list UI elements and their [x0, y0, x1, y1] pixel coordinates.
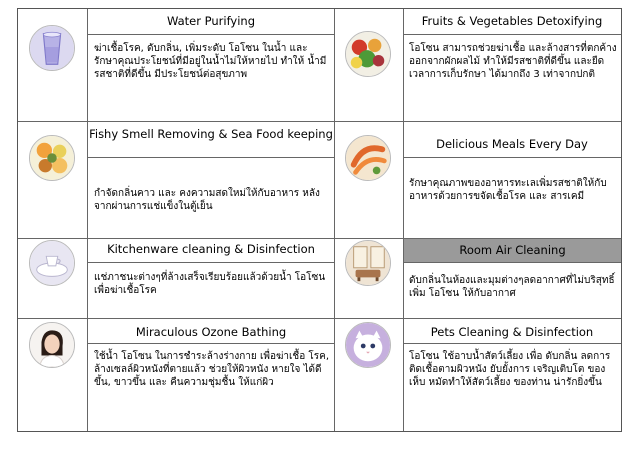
divider	[403, 262, 621, 263]
item-description: แช่ภาชนะต่างๆที่ล้างเสร็จเรียบร้อยแล้วด้วยน้ำ โอโซน เพื่อฆ่าเชื้อโรค	[94, 272, 326, 296]
item-description: ฆ่าเชื้อโรค, ดับกลิ่น, เพิ่มระดับ โอโซน ในน้ำ และ รักษาคุณประโยชน์ที่มีอยู่ในน้ำไม่ให้หายไป ทำให้ น้ำมีรสชาติที่ดีขึ้น มีประโยชน์ต่อสุขภาพ	[94, 43, 327, 80]
item-title: Fruits & Vegetables Detoxifying	[421, 14, 603, 28]
divider	[403, 9, 404, 431]
shrimp-meal-icon	[345, 135, 391, 181]
item-title: Pets Cleaning & Disinfection	[430, 325, 594, 339]
item-title: Miraculous Ozone Bathing	[135, 325, 287, 339]
woman-portrait-icon	[29, 322, 75, 368]
divider	[87, 343, 335, 344]
room-icon	[345, 240, 391, 286]
divider	[87, 9, 88, 431]
item-description: รักษาคุณภาพของอาหารทะเลเพิ่มรสชาติให้กับ อาหารด้วยการขจัดเชื้อโรค และ สารเคมี	[409, 178, 607, 202]
persian-cat-icon	[345, 322, 391, 368]
divider	[334, 9, 335, 431]
seafood-icon	[29, 135, 75, 181]
divider	[87, 157, 335, 158]
divider	[403, 157, 621, 158]
divider	[403, 34, 621, 35]
item-description: โอโซน ใช้อาบน้ำสัตว์เลี้ยง เพื่อ ดับกลิ่น ลดการติดเชื้อตามผิวหนัง ยับยั้งการ เจริญเติบโต ของ เห็บ หมัดทำให้สัตว์เลี้ยง ของท่าน น่ารักยิ่งขึ้น	[409, 351, 611, 388]
divider	[18, 318, 621, 319]
item-title: Water Purifying	[166, 14, 256, 28]
item-description: ดับกลิ่นในห้องและมุมต่างๆลดอากาศที่ไม่บริสุทธิ์ เพิ่ม โอโซน ให้กับอากาศ	[409, 275, 615, 299]
item-description: โอโซน สามารถช่วยฆ่าเชื้อ และล้างสารที่ตกค้าง ออกจากผักผลไม้ ทำให้มีรสชาติที่ดีขึ้น และยืด เวลาการเก็บรักษา ได้มากถึง 3 เท่าจากปกติ	[409, 43, 617, 80]
item-title: Fishy Smell Removing & Sea Food keeping	[89, 127, 333, 141]
divider	[87, 262, 335, 263]
item-title: Kitchenware cleaning & Disinfection	[107, 242, 315, 256]
ozone-uses-table	[17, 8, 622, 432]
item-description: กำจัดกลิ่นคาว และ คงความสดใหม่ให้กับอาหาร หลัง จากผ่านการแช่แข็งในตู้เย็น	[94, 188, 320, 212]
vegetables-icon	[345, 31, 391, 77]
item-description: ใช้น้ำ โอโซน ในการชำระล้างร่างกาย เพื่อฆ่าเชื้อ โรค, ล้างเซลล์ผิวหนังที่ตายแล้ว ช่วยให้ผิวหนัง หายใจ ได้ดีขึ้น, ขาวขึ้น และ คืนความชุ่มชื้น ให้แก่ผิว	[94, 351, 330, 388]
water-glass-icon	[29, 25, 75, 71]
item-title-highlighted: Room Air Cleaning	[404, 239, 621, 262]
item-title: Delicious Meals Every Day	[436, 137, 588, 151]
divider	[403, 343, 621, 344]
divider	[18, 121, 621, 122]
dishware-icon	[29, 240, 75, 286]
divider	[87, 34, 335, 35]
